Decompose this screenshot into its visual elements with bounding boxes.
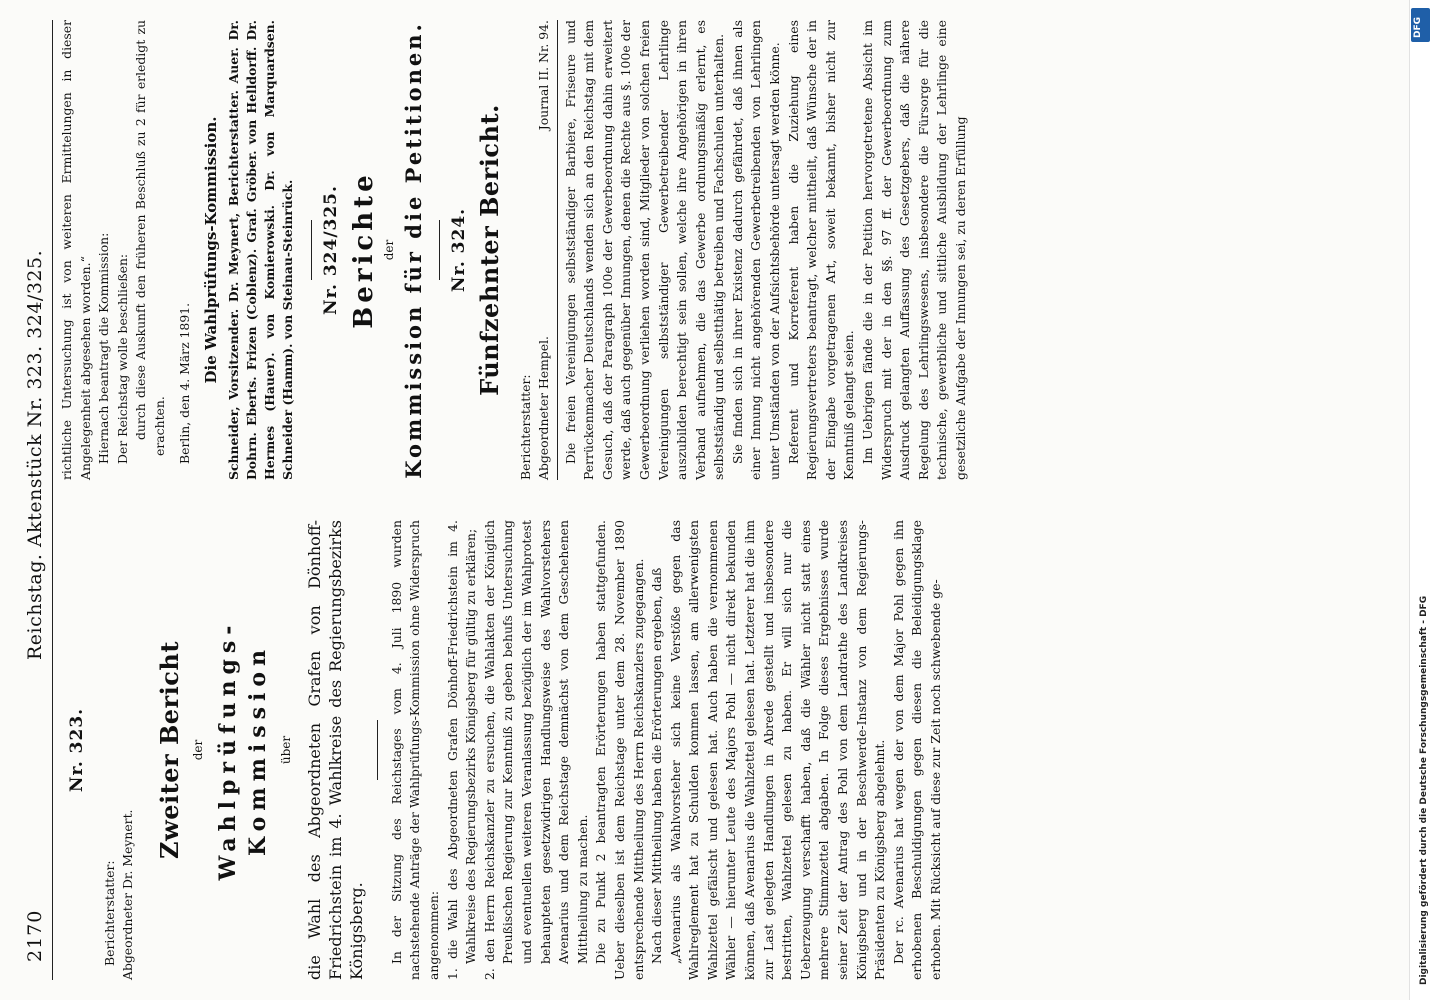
page-number: 2170 (24, 909, 46, 962)
paragraph: Sie finden sich in ihrer Existenz dadurch gefährdet, daß ihnen als einer Innung nicht angehörenden Gewerbetreibenden von Lehrlingen unter Umständen von der Aufsichtsbehörde untersagt werden könne. (729, 20, 783, 480)
paragraph: In der Sitzung des Reichstages vom 4. Juli 1890 wurden nachstehende Anträge der Wahlprüfungs-Kommission ohne Widerspruch angenommen: (388, 520, 441, 980)
ueber-word: über (279, 735, 294, 765)
report-subtitle: Fünfzehnter Bericht. (474, 104, 504, 396)
paragraph: Referent und Korreferent haben die Zuziehung eines Regierungsvertreters beantragt, welcher mittheilt, daß Wünsche der in der Eingabe vorgetragenen Art, soweit bekannt, bisher nicht zur Kenntniß gelangt seien. (785, 20, 857, 480)
paragraph: Im Uebrigen fände die in der Petition hervorgetretene Absicht im Widerspruch mit der in den §§. 97 ff. der Gewerbeordnung zum Ausdruck gelangten Auffassung des Gesetzgebers, daß die nähere Regelung des Lehrlingswesens, insbesondere die Fürsorge für die technische, gewerbliche und sittliche Ausbildung der Lehrlinge eine gesetzliche Aufgabe der Innungen sei, zu deren Erfüllung (860, 20, 968, 480)
reporter-block (517, 20, 553, 480)
running-head: Reichstag. Aktenstück Nr. 323. 324/325. (24, 249, 46, 660)
motion-line: Der Reichstag wolle beschließen: (114, 253, 130, 464)
doc-number-range: Nr. 324/325. (320, 185, 341, 315)
section-rule (311, 220, 312, 280)
der-word: der (190, 739, 205, 761)
reporter-block (101, 520, 137, 980)
paragraph: Nach dieser Mittheilung haben die Erörterungen ergeben, daß (649, 567, 665, 964)
motion-line: Hiernach beantragt die Kommission: (96, 232, 112, 464)
column-right (58, 20, 971, 480)
doc-number: Nr. 324. (448, 207, 469, 293)
paragraph: Die freien Vereinigungen selbstständiger Barbiere, Friseure und Perrückenmacher Deutschlands wenden sich an den Reichstag mit dem Gesuch, daß der Paragraph 100e der Gewerbeordnung dahin erweitert werde, daß auch gegenüber Innungen, denen die Rechte aus §. 100e der Gewerbeordnung verliehen worden sind, Mitglieder von solchen freien Vereinigungen selbstständiger Gewerbetreibender Lehrlinge auszubilden berechtigt sein sollen, welche ihre Angehörigen in ihren Verband aufnehmen, die das Gewerbe ordnungsmäßig erlernt, es selbstständig und selbstthätig betreiben und Fachschulen unterhalten. (562, 20, 727, 480)
motion-list (444, 520, 593, 980)
reporter-label: Berichterstatter: (101, 860, 117, 966)
reports-title: Berichte (349, 171, 380, 329)
doc-number: Nr. 323. (67, 707, 87, 793)
reporter-name: Abgeordneter Dr. Meynert. (119, 809, 135, 980)
reporter-rule (557, 20, 558, 480)
page-header (22, 20, 48, 980)
commission-name: Wahlprüfungs-Kommission (215, 619, 272, 881)
reporter-name: Abgeordneter Hempel. (535, 336, 551, 480)
paragraph: Die zu Punkt 2 beantragten Erörterungen haben stattgefunden. Ueber dieselben ist dem Reichstage unter dem 28. November 1890 entsprechende Mittheilung des Herrn Reichskanzlers zugegangen. (593, 520, 646, 980)
dfg-logo: DFG (1411, 8, 1430, 42)
digitization-credit: Digitalisierung gefördert durch die Deutsche Forschungsgemeinschaft - DFG (1419, 595, 1429, 985)
dateline: Berlin, den 4. März 1891. (176, 302, 192, 464)
journal-reference: Journal II. Nr. 94. (535, 20, 551, 131)
resolution-text: durch diese Auskunft den früheren Beschluß zu 2 für erledigt zu erachten. (133, 20, 167, 456)
report-subject: die Wahl des Abgeordneten Grafen von Dönhoff-Friedrichstein im 4. Wahlkreise des Regierungsbezirks Königsberg. (304, 520, 366, 980)
section-rule (377, 720, 378, 780)
list-item: 1. die Wahl des Abgeordneten Grafen Dönhoff-Friedrichstein im 4. Wahlkreise des Regierungsbezirks Königsberg für gültig zu erklären; (444, 520, 479, 980)
continuation-text: richtliche Untersuchung ist von weiteren Ermittelungen in dieser Angelegenheit abgesehen worden.“ (59, 20, 93, 480)
commission-name: Kommission für die Petitionen. (400, 21, 426, 479)
column-left (58, 520, 946, 980)
paragraph: „Avenarius als Wahlvorsteher sich keine Verstöße gegen das Wahlreglement hat zu Schulden kommen lassen, am allerwenigsten Wahlzettel gefälscht und gelesen hat. Auch haben die vernommenen Wähler — hierunter Leute des Majors Pohl — nicht direkt bekunden können, daß Avenarius die Wahlzettel gelesen hat. Letzterer hat die ihm zur Last gelegten Handlungen in Abrede gestellt und insbesondere bestritten, Wahlzettel gelesen zu haben. Er will sich nur die Ueberzeugung verschafft haben, daß die Wähler nicht statt eines mehrere Stimmzettel abgaben. In Folge dieses Ergebnisses wurde seiner Zeit der Antrag des Pohl von dem Landrathe des Landkreises Königsberg und in der Beschwerde-Instanz von dem Regierungs-Präsidenten zu Königsberg abgelehnt. (667, 520, 888, 980)
reporter-label: Berichterstatter: (517, 374, 533, 480)
paragraph: Der rc. Avenarius hat wegen der von dem Major Pohl gegen ihn erhobenen Beschuldigungen gegen diesen die Beleidigungsklage erhoben. Mit Rücksicht auf diese zur Zeit noch schwebende ge- (890, 520, 943, 980)
header-rule (52, 20, 53, 980)
commission-signature: Die Wahlprüfungs-Kommission. (202, 116, 221, 384)
report-title: Zweiter Bericht (154, 641, 184, 859)
der-word: der (382, 239, 397, 261)
section-rule (439, 220, 440, 280)
list-item: 2. den Herrn Reichskanzler zu ersuchen, die Wahlakten der Königlich Preußischen Regierung zur Kenntniß zu geben behufs Untersuchung und eventuellen weiteren Veranlassung bezüglich der im Wahlprotest behaupteten gesetzwidrigen Handlungsweise des Wahlvorstehers Avenarius und dem Reichstage demnächst von dem Geschehenen Mittheilung zu machen. (481, 520, 590, 980)
member-list: Schneider, Vorsitzender. Dr. Meynert, Berichterstatter. Auer. Dr. Dohrn. Eberts. Frizen (Coblenz). Graf. Gröber. von Helldorff. Dr. Hermes (Hauer). von Komierowski. Dr. von Marquardsen. Schneider (Hamm). von Steinau-Steinrück. (225, 20, 295, 480)
